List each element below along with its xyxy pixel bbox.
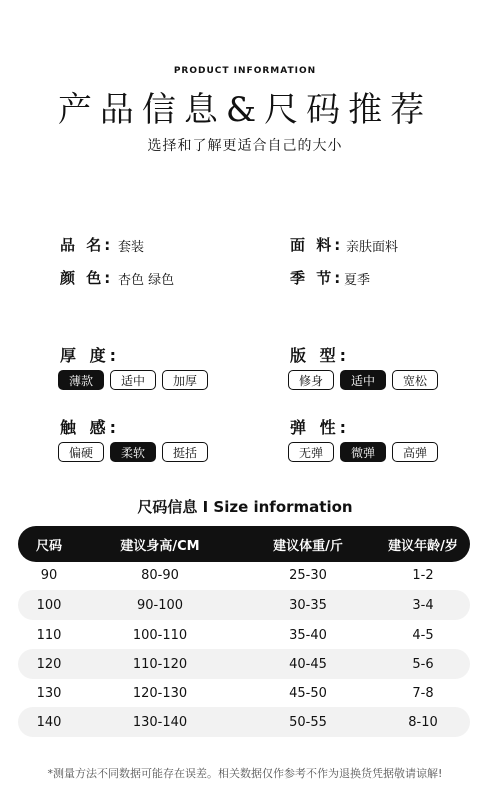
size-table-header [18,526,470,562]
touch-option-firm[interactable]: 偏硬 [58,442,104,462]
table-row [18,649,470,679]
season-value: 夏季 [344,273,371,288]
thickness-label: 厚 度: [60,346,120,365]
fabric-label: 面 料: [290,236,344,254]
thickness-option-thin[interactable]: 薄款 [58,370,104,390]
table-row [18,590,470,620]
name-label: 品 名: [60,236,114,254]
touch-options [58,442,208,462]
thickness-options [58,370,208,390]
touch-option-soft[interactable]: 柔软 [110,442,156,462]
touch-label: 触 感: [60,418,120,437]
cell-age: 7-8 [412,685,434,701]
cell-height: 90-100 [136,597,184,613]
cell-age: 3-4 [412,597,434,613]
table-row [18,560,470,590]
stretch-options [288,442,438,462]
cell-weight: 40-45 [289,656,327,672]
cell-size: 110 [36,627,62,643]
thickness-option-medium[interactable]: 适中 [110,370,156,390]
cell-age: 5-6 [412,656,434,672]
stretch-option-high[interactable]: 高弹 [392,442,438,462]
cell-weight: 35-40 [289,627,327,643]
fabric-value: 亲肤面料 [346,240,399,255]
fit-options [288,370,438,390]
table-row [18,707,470,737]
cell-size: 130 [36,685,62,701]
cell-height: 110-120 [132,656,188,672]
name-value: 套装 [118,240,145,255]
touch-option-crisp[interactable]: 挺括 [162,442,208,462]
cell-height: 120-130 [132,685,188,701]
stretch-option-slight[interactable]: 微弹 [340,442,386,462]
table-row [18,678,470,708]
header-age: 建议年龄/岁 [388,538,458,554]
cell-weight: 30-35 [289,597,327,613]
fit-option-regular[interactable]: 适中 [340,370,386,390]
cell-height: 80-90 [141,567,179,583]
cell-age: 8-10 [408,714,438,730]
cell-size: 120 [36,656,62,672]
stretch-label: 弹 性: [290,418,350,437]
thickness-option-thick[interactable]: 加厚 [162,370,208,390]
cell-height: 100-110 [132,627,188,643]
table-row [18,620,470,650]
cell-weight: 45-50 [289,685,327,701]
cell-size: 100 [36,597,62,613]
cell-height: 130-140 [132,714,188,730]
fit-label: 版 型: [290,346,350,365]
size-info-title: 尺码信息 I Size information [137,498,353,516]
stretch-option-none[interactable]: 无弹 [288,442,334,462]
season-label: 季 节: [290,269,344,287]
header-weight: 建议体重/斤 [273,538,343,554]
cell-age: 4-5 [412,627,434,643]
page-title: 产品信息&尺码推荐 [57,90,433,130]
disclaimer-note: *测量方法不同数据可能存在误差。相关数据仅作参考不作为退换货凭据敬请谅解! [47,767,443,780]
fit-option-slim[interactable]: 修身 [288,370,334,390]
color-value: 杏色 绿色 [118,273,175,288]
cell-age: 1-2 [412,567,434,583]
fit-option-loose[interactable]: 宽松 [392,370,438,390]
eyebrow-text: PRODUCT INFORMATION [173,66,317,76]
cell-size: 90 [40,567,58,583]
header-height: 建议身高/CM [120,538,200,554]
header-size: 尺码 [35,538,62,554]
color-label: 颜 色: [60,269,114,287]
cell-size: 140 [36,714,62,730]
page-subtitle: 选择和了解更适合自己的大小 [147,138,343,154]
cell-weight: 50-55 [289,714,327,730]
cell-weight: 25-30 [289,567,327,583]
